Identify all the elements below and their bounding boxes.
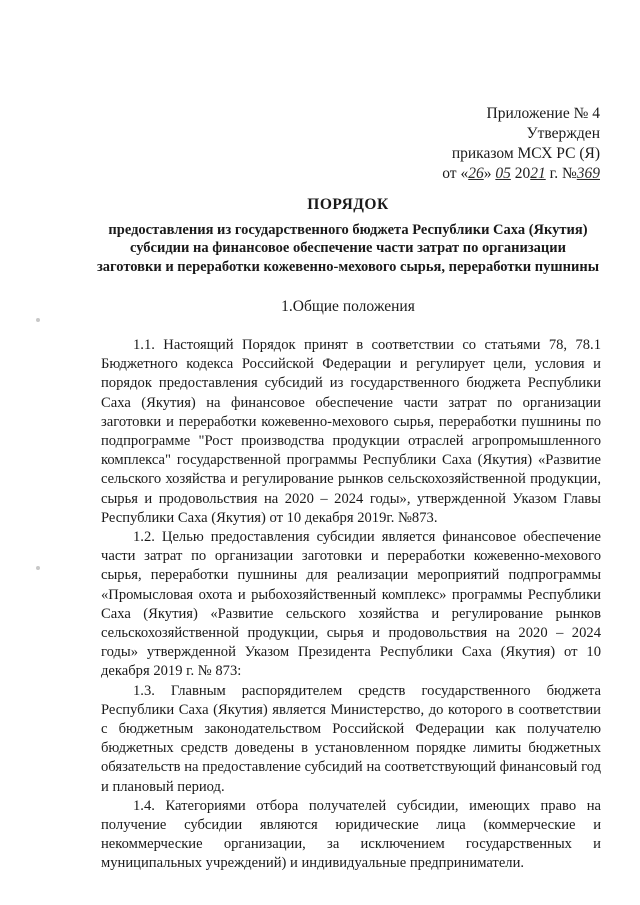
scan-margin-mark [36,566,40,570]
paragraph-1-3: 1.3. Главным распорядителем средств государственного бюджета Республики Саха (Якутия) является Министерство, до которого в соответствии с бюджетным законодательством Российской Федерации как получателю бюджетных средств доведены в установленном порядке лимиты бюджетных обязательств на предоставление субсидий на соответствующий финансовый год и плановый период. [101,682,601,795]
order-year: 21 [530,165,546,182]
approval-stamp-block [442,104,600,184]
paragraph-1-1: 1.1. Настоящий Порядок принят в соответствии со статьями 78, 78.1 Бюджетного кодекса Российской Федерации и регулирует цели, условия и порядок предоставления субсидий из государственного бюджета Республики Саха (Якутия) на финансовое обеспечение части затрат по организации заготовки и переработки кожевенно-мехового сырья, переработки пушнины по подпрограмме "Рост производства продукции отраслей агропромышленного комплекса" государственной программы Республики Саха (Якутия) «Развитие сельского хозяйства и регулирование рынков сельскохозяйственной продукции, сырья и продовольствия на 2020 – 2024 годы», утвержденной Указом Главы Республики Саха (Якутия) от 10 декабря 2019г. №873. [101,337,601,526]
document-subtitle: предоставления из государственного бюджета Республики Саха (Якутия) субсидии на финансовое обеспечение части затрат по организации заготовки и переработки кожевенно-мехового сырья, переработки пушнины [96,221,600,275]
document-body [101,336,601,874]
scan-margin-mark [36,318,40,322]
section-heading: 1.Общие положения [281,298,415,315]
order-month: 05 [495,165,511,182]
order-date-line: от «26» 05 2021 г. №369 [442,165,600,182]
document-title-block [96,196,600,276]
order-day: 26 [468,165,484,182]
order-issuer: приказом МСХ РС (Я) [451,145,600,162]
paragraph-1-2: 1.2. Целью предоставления субсидии является финансовое обеспечение части затрат по организации заготовки и переработки кожевенно-мехового сырья, переработки пушнины для реализации мероприятий подпрограммы «Промысловая охота и рыбохозяйственный комплекс» программы Республики Саха (Якутия) «Развитие сельского хозяйства и регулирование рынков сельскохозяйственной продукции, сырья и продовольствия на 2020 – 2024 годы» утвержденной Указом Президента Республики Саха (Якутия) от 10 декабря 2019 г. № 873: [101,529,601,680]
order-number: 369 [576,165,600,182]
approved-label: Утвержден [526,125,600,142]
paragraph-1-4: 1.4. Категориями отбора получателей субсидии, имеющих право на получение субсидии являются юридические лица (коммерческие и некоммерческие организации, за исключением государственных и муниципальных учреждений) и индивидуальные предприниматели. [101,797,601,872]
appendix-number: Приложение № 4 [486,105,600,122]
document-title: ПОРЯДОК [307,196,389,213]
